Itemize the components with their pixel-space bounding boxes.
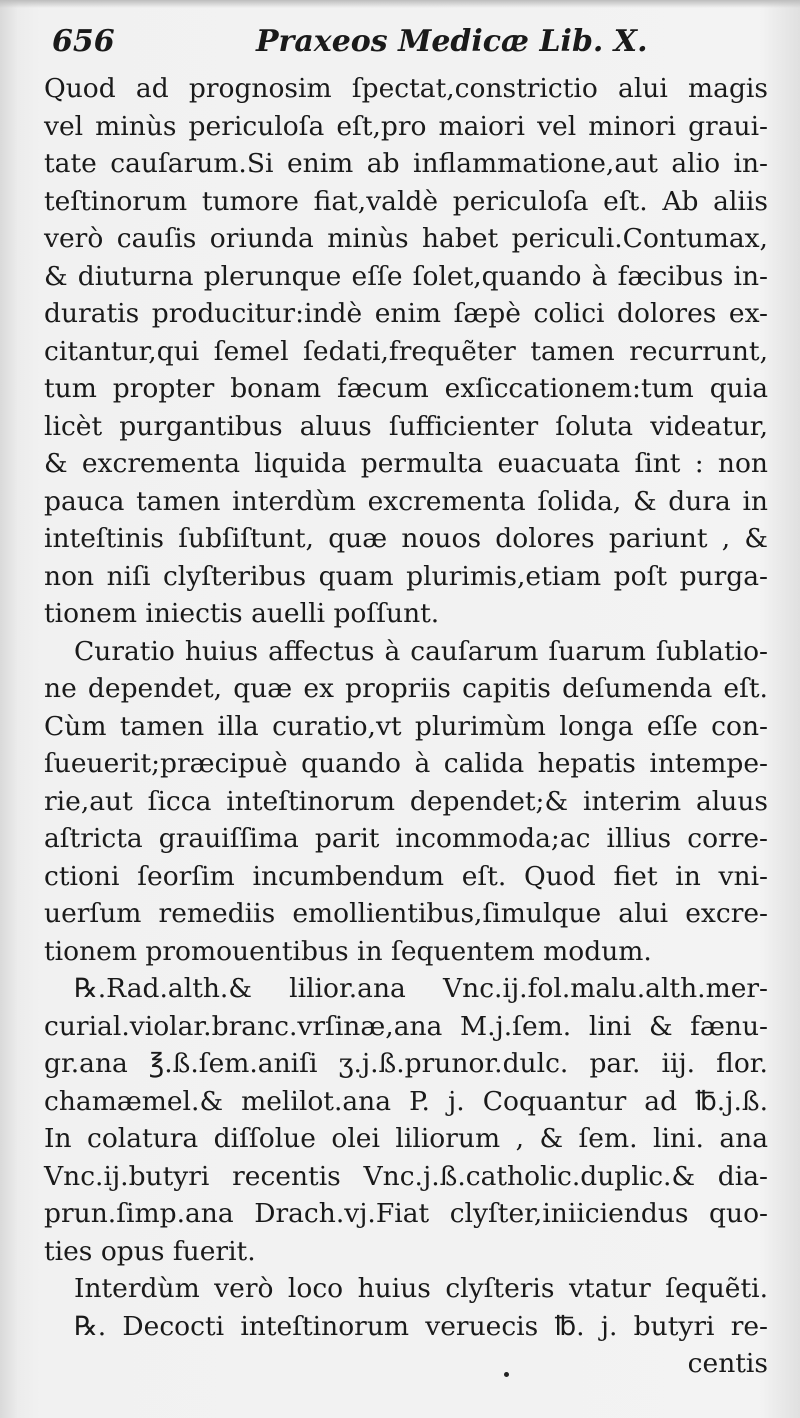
text-line: & excrementa liquida permulta euacuata ſint : non [44, 448, 768, 479]
prescription-line: In colatura diſſolue olei liliorum , & ſem. lini. ana [44, 1123, 768, 1154]
text-line: tionem iniectis auelli poſſunt. [44, 598, 440, 629]
text-line: rie,aut ſicca inteſtinorum dependet;& interim aluus [44, 785, 768, 817]
text-line: citantur,qui ſemel ſedati,frequẽter tamen recurrunt, [44, 335, 768, 367]
prescription-line: ℞.Rad.alth.& lilior.ana Vnc.ij.fol.malu.alth.mer- [74, 973, 768, 1004]
text-line: tionem promouentibus in ſequentem modum. [44, 935, 652, 967]
prescription-line: prun.ſimp.ana Drach.vj.Fiat clyſter,iniiciendus quo- [44, 1198, 768, 1229]
text-line: uerſum remediis emollientibus,ſimulque alui excre- [44, 898, 768, 929]
text-line: verò cauſis oriunda minùs habet periculi.Contumax, [44, 223, 768, 254]
text-line: ne dependet, quæ ex propriis capitis deſumenda eſt. [44, 673, 768, 704]
text-line: & diuturna plerunque eſſe ſolet,quando à fæcibus in- [44, 260, 768, 292]
text-line: tum propter bonam fæcum exſiccationem:tum quia [44, 373, 768, 404]
text-line: Quod ad prognosim ſpectat,constrictio alui magis [44, 73, 768, 104]
prescription-line: ℞. Decocti inteſtinorum veruecis ℔. j. butyri re- [74, 1310, 768, 1342]
prescription-line: ties opus fuerit. [44, 1235, 256, 1267]
prescription-line: Vnc.ij.butyri recentis Vnc.j.ß.catholic.duplic.& dia- [44, 1160, 768, 1192]
text-line: inteſtinis ſubſiſtunt, quæ nouos dolores pariunt , & [44, 523, 768, 554]
text-line: teſtinorum tumore fiat,valdè periculoſa eſt. Ab aliis [44, 185, 768, 217]
text-line: vel minùs periculoſa eſt,pro maiori vel minori graui- [44, 110, 768, 142]
prescription-line: chamæmel.& melilot.ana P. j. Coquantur ad ℔.j.ß. [44, 1085, 768, 1117]
ink-speck [504, 1372, 509, 1377]
running-title: Praxeos Medicæ Lib. X. [256, 24, 648, 59]
text-line: Cùm tamen illa curatio,vt plurimùm longa eſſe con- [44, 710, 768, 742]
prescription-line: gr.ana ℥.ß.ſem.aniſi ʒ.j.ß.prunor.dulc. par. iij. flor. [44, 1048, 768, 1079]
body-text [44, 70, 768, 1383]
page-edge-shadow [0, 0, 800, 8]
text-line: Interdùm verò loco huius clyſteris vtatur ſequẽti. [74, 1273, 768, 1304]
text-line: duratis producitur:indè enim ſæpè colici dolores ex- [44, 298, 768, 329]
prescription-line: curial.violar.branc.vrſinæ,ana M.j.ſem. lini & fænu- [44, 1010, 768, 1042]
text-line: non niſi clyſteribus quam plurimis,etiam poſt purga- [44, 560, 768, 592]
text-line: aſtricta grauiſſima parit incommoda;ac illius corre- [44, 823, 768, 854]
text-line: licèt purgantibus aluus ſufficienter ſoluta videatur, [44, 410, 768, 442]
text-line: tate cauſarum.Si enim ab inflammatione,aut alio in- [44, 148, 768, 179]
text-line: Curatio huius affectus à cauſarum ſuarum ſublatio- [74, 635, 768, 667]
catchword: centis [687, 1348, 768, 1379]
page-header [52, 18, 762, 68]
text-line: ctioni ſeorſim incumbendum eſt. Quod fiet in vni- [44, 860, 768, 892]
page-number: 656 [52, 24, 115, 59]
text-line: pauca tamen interdùm excrementa ſolida, & dura in [44, 485, 768, 517]
text-line: ſueuerit;præcipuè quando à calida hepatis intempe- [44, 748, 768, 779]
